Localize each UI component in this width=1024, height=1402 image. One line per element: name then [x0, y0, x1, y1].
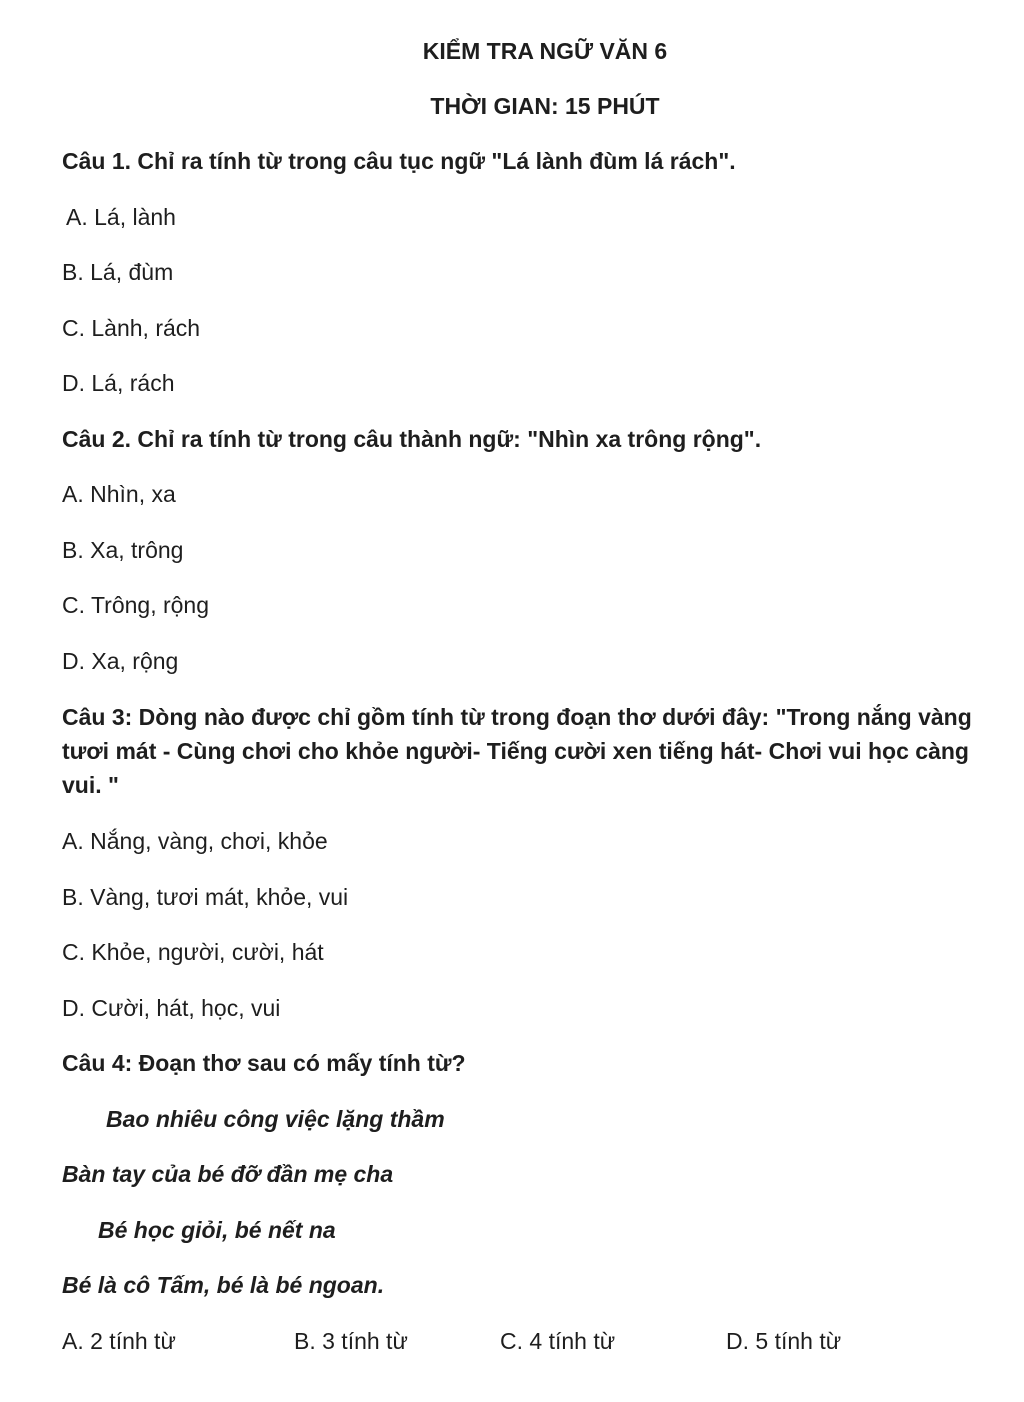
question-1-option-d: D. Lá, rách	[62, 370, 175, 396]
poem-line-3: Bé học giỏi, bé nết na	[98, 1217, 336, 1243]
question-2-option-c: C. Trông, rộng	[62, 592, 210, 618]
question-3-option-a: A. Nắng, vàng, chơi, khỏe	[62, 828, 328, 854]
exam-title: KIỂM TRA NGỮ VĂN 6	[422, 38, 668, 64]
question-3-option-b: B. Vàng, tươi mát, khỏe, vui	[62, 884, 349, 910]
poem-line-1: Bao nhiêu công việc lặng thầm	[106, 1106, 445, 1132]
question-1-option-a: A. Lá, lành	[66, 204, 176, 230]
question-3-prompt: Câu 3: Dòng nào được chỉ gồm tính từ trong đoạn thơ dưới đây: "Trong nắng vàng tươi mát - Cùng chơi cho khỏe người- Tiếng cười xen tiếng hát- Chơi vui học càng vui. "	[62, 704, 972, 798]
exam-time: THỜI GIAN: 15 PHÚT	[430, 93, 660, 119]
question-4-option-b: B. 3 tính từ	[294, 1328, 408, 1354]
question-1-option-c: C. Lành, rách	[62, 315, 201, 341]
poem-line-4: Bé là cô Tấm, bé là bé ngoan.	[62, 1272, 385, 1298]
question-4-prompt: Câu 4: Đoạn thơ sau có mấy tính từ?	[62, 1050, 466, 1076]
question-2-option-a: A. Nhìn, xa	[62, 481, 176, 507]
poem-line-2: Bàn tay của bé đỡ đần mẹ cha	[62, 1161, 394, 1187]
question-4-option-a: A. 2 tính từ	[62, 1328, 176, 1354]
question-2-option-d: D. Xa, rộng	[62, 648, 179, 674]
question-3-option-d: D. Cười, hát, học, vui	[62, 995, 281, 1021]
question-2-prompt: Câu 2. Chỉ ra tính từ trong câu thành ngữ: "Nhìn xa trông rộng".	[62, 426, 762, 452]
question-3-option-c: C. Khỏe, người, cười, hát	[62, 939, 324, 965]
question-1-prompt: Câu 1. Chỉ ra tính từ trong câu tục ngữ "Lá lành đùm lá rách".	[62, 148, 736, 174]
question-4-option-d: D. 5 tính từ	[726, 1328, 842, 1354]
question-4-option-c: C. 4 tính từ	[500, 1328, 616, 1354]
question-2-option-b: B. Xa, trông	[62, 537, 184, 563]
question-1-option-b: B. Lá, đùm	[62, 259, 174, 285]
